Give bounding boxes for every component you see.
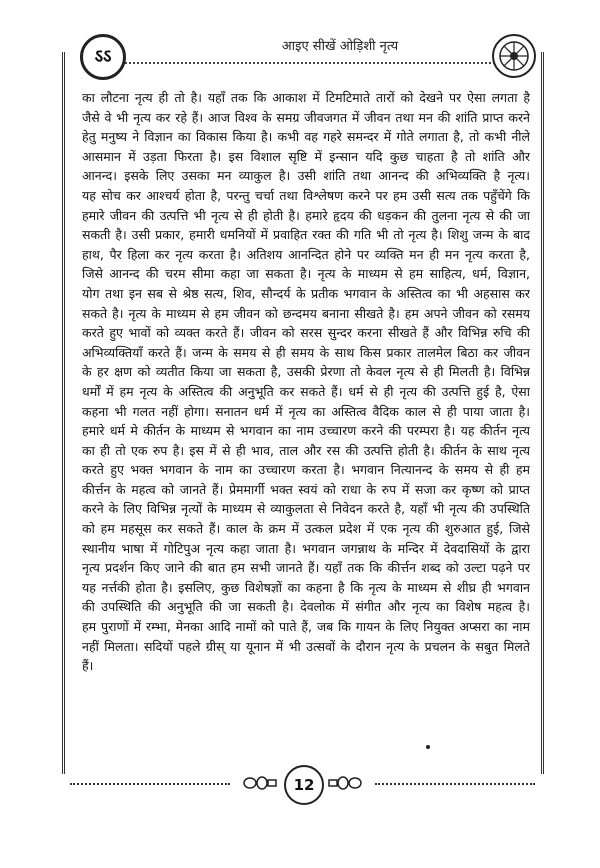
text-line: स्थानीय भाषा में गोटिपुअ नृत्य कहा जाता है। भगवान जगन्नाथ के मन्दिर में देवदासियों के द्वारा bbox=[82, 540, 530, 556]
text-line: अभिव्यक्तियाँ करते हैं। जन्म के समय से ही समय के साथ किस प्रकार तालमेल बिठा कर जीवन bbox=[82, 344, 530, 360]
text-line: योग तथा इन सब से श्रेष्ठ सत्य, शिव, सौन्दर्य के प्रतीक भगवान के अस्तित्व का भी अहसास कर bbox=[82, 285, 530, 301]
text-line: धर्मों में हम नृत्य के अस्तित्व की अनुभूति कर सकते हैं। धर्म से ही नृत्य की उत्पत्ति हुई है, ऐसा bbox=[82, 383, 530, 399]
text-line: करते हुए भावों को व्यक्त करते हैं। जीवन को सरस सुन्दर करना सीखते हैं और विभिन्न रुचि की bbox=[82, 325, 530, 341]
text-line: आसमान में उड़ता फिरता है। इस विशाल सृष्टि में इन्सान यदि कुछ चाहता है तो शांति और bbox=[82, 148, 530, 164]
text-line: को हम महसूस कर सकते हैं। काल के क्रम में उत्कल प्रदेश में एक नृत्य की शुरुआत हुई, जिसे bbox=[82, 521, 530, 537]
text-line: सकती है। उसी प्रकार, हमारी धमनियों में प्रवाहित रक्त की गति भी तो नृत्य है। शिशु जन्म के बाद bbox=[82, 227, 530, 243]
text-line: जिसे आनन्द की चरम सीमा कहा जा सकता है। नृत्य के माध्यम से हम साहित्य, धर्म, विज्ञान, bbox=[82, 266, 530, 282]
text-line: का लौटना नृत्य ही तो है। यहाँ तक कि आकाश में टिमटिमाते तारों को देखने पर ऐसा लगता है bbox=[82, 90, 530, 105]
body-paragraph bbox=[82, 88, 530, 676]
text-line: की उपस्थिति की अनुभूति की जा सकती है। देवलोक में संगीत और नृत्य का विशेष महत्व है। bbox=[82, 599, 530, 615]
text-line: जैसे वे भी नृत्य कर रहे हैं। आज विश्व के समग्र जीवजगत में जीवन तथा मन की शांति प्राप्त करने bbox=[82, 109, 530, 125]
left-ornament-icon bbox=[242, 775, 278, 791]
text-line: का ही तो एक रुप है। इस में से ही भाव, ताल और रस की उत्पत्ति होती है। कीर्तन के साथ नृत्य bbox=[82, 442, 530, 458]
text-line: करते हुए भक्त भगवान के नाम का उच्चारण करता है। भगवान नित्यानन्द के समय से ही हम bbox=[82, 462, 530, 478]
stray-dot bbox=[426, 745, 430, 749]
page-footer bbox=[70, 765, 535, 805]
text-line: आनन्द। इसके लिए उसका मन व्याकुल है। उसी शांति तथा आनन्द की अभिव्यक्ति है नृत्य। bbox=[82, 168, 530, 184]
text-line: यह नर्त्तकी होता है। इसलिए, कुछ विशेषज्ञों का कहना है कि नृत्य के माध्यम से शीघ्र ही भगवान bbox=[82, 579, 530, 595]
text-line: हेतु मनुष्य ने विज्ञान का विकास किया है। कभी वह गहरे समन्दर में गोते लगाता है, तो कभी नीले bbox=[82, 129, 530, 145]
text-line: हम पुराणों में रम्भा, मेनका आदि नामों को पाते हैं, जब कि गायन के लिए नियुक्त अप्सरा का नाम bbox=[82, 619, 530, 635]
text-line: के हर क्षण को व्यतीत किया जा सकता है, उसकी प्रेरणा तो केवल नृत्य से ही मिलती है। विभिन्न bbox=[82, 364, 530, 380]
wheel-emblem-icon bbox=[492, 34, 536, 78]
text-line: करने के लिए विभिन्न नृत्यों के माध्यम से व्याकुलता से निवेदन करते है, यहाँ भी नृत्य की उपस्थिति bbox=[82, 501, 530, 517]
text-line: हैं। bbox=[82, 658, 94, 674]
text-line: नृत्य प्रदर्शन किए जाने की बात हम सभी जानते हैं। यहाँ तक कि कीर्त्तन शब्द को उल्टा पढ़ने पर bbox=[82, 560, 530, 576]
page-header bbox=[80, 34, 560, 78]
left-emblem-icon: ऽऽ bbox=[80, 34, 126, 80]
text-line: कीर्त्तन के महत्व को जानते हैं। प्रेममार्गी भक्त स्वयं को राधा के रुप में सजा कर कृष्ण को प्राप्त bbox=[82, 481, 530, 497]
text-line: सकते है। नृत्य के माध्यम से हम जीवन को छन्दमय बनाना सीखते है। हम अपने जीवन को रसमय bbox=[82, 305, 530, 321]
text-line: हमारे जीवन की उत्पत्ति भी नृत्य से ही होती है। हमारे हृदय की धड़कन की तुलना नृत्य से की जा bbox=[82, 207, 530, 223]
running-title: आइए सीखें ओड़िशी नृत्य bbox=[220, 36, 460, 54]
footer-rule-right bbox=[375, 783, 535, 785]
text-line: कहना भी गलत नहीं होगा। सनातन धर्म में नृत्य का अस्तित्व वैदिक काल से ही पाया जाता है। bbox=[82, 403, 530, 419]
text-line: यह सोच कर आश्चर्य होता है, परन्तु चर्चा तथा विश्लेषण करने पर हम उसी सत्य तक पहुँचेंगे कि bbox=[82, 187, 530, 203]
text-line: हाथ, पैर हिला कर नृत्य करता है। अतिशय आनन्दित होने पर व्यक्ति मन ही मन नृत्य करता है, bbox=[82, 246, 530, 262]
text-line: हमारे धर्म मे कीर्तन के माध्यम से भगवान का नाम उच्चारण करने की परम्परा है। यह कीर्तन नृत्य bbox=[82, 423, 530, 439]
right-ornament-icon bbox=[327, 775, 363, 791]
footer-rule-left bbox=[70, 783, 230, 785]
page-number: 12 bbox=[284, 765, 324, 805]
text-line: नहीं मिलता। सदियों पहले ग्रीस् या यूनान में भी उत्सवों के दौरान नृत्य के प्रचलन के सबुत मिलते bbox=[82, 638, 530, 654]
